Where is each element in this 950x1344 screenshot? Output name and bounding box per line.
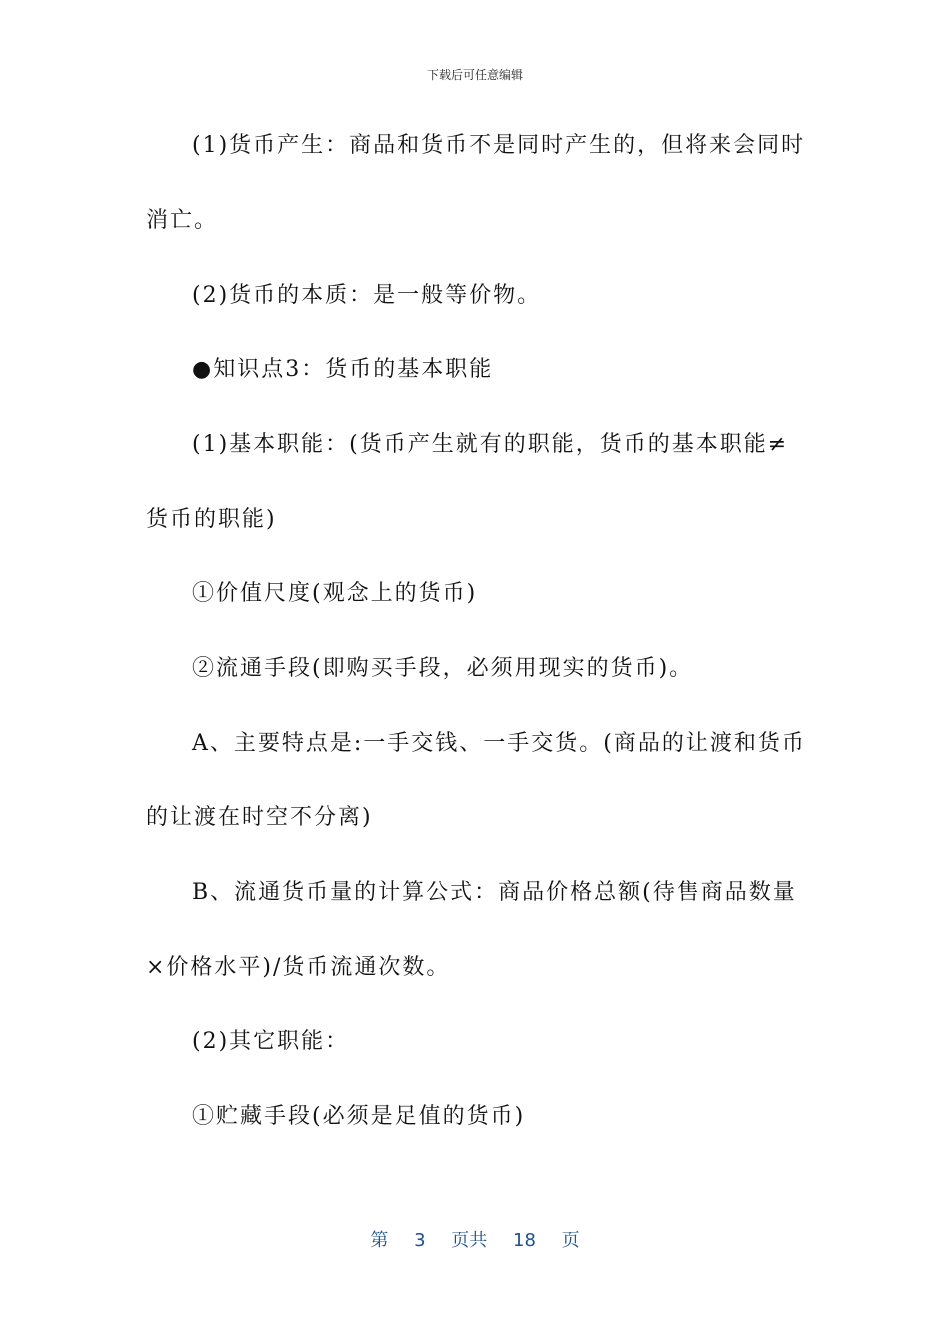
paragraph-line: (2)其它职能： (192, 1029, 350, 1054)
paragraph-line: (1)货币产生：商品和货币不是同时产生的，但将来会同时 (192, 133, 806, 158)
paragraph-line: A、主要特点是:一手交钱、一手交货。(商品的让渡和货币 (192, 731, 806, 756)
footer-mid: 页共 (451, 1230, 488, 1251)
footer-suffix: 页 (561, 1230, 580, 1251)
paragraph-line: ×价格水平)/货币流通次数。 (146, 955, 451, 980)
paragraph-line: ①贮藏手段(必须是足值的货币) (192, 1104, 526, 1129)
footer-total-pages: 18 (513, 1230, 536, 1251)
paragraph-line: 消亡。 (146, 208, 219, 233)
paragraph-line: (1)基本职能：(货币产生就有的职能，货币的基本职能≠ (192, 432, 789, 457)
paragraph-line: ①价值尺度(观念上的货币) (192, 581, 478, 606)
paragraph-line: 的让渡在时空不分离) (146, 805, 373, 830)
section-heading: ●知识点3：货币的基本职能 (192, 357, 494, 382)
footer-page-number: 3 (414, 1230, 426, 1251)
paragraph-line: ②流通手段(即购买手段，必须用现实的货币)。 (192, 656, 694, 681)
paragraph-line: 货币的职能) (146, 507, 277, 532)
paragraph-line: B、流通货币量的计算公式：商品价格总额(待售商品数量 (192, 880, 797, 905)
paragraph-line: (2)货币的本质：是一般等价物。 (192, 283, 542, 308)
page-footer (0, 1226, 950, 1252)
footer-prefix: 第 (370, 1230, 389, 1251)
page-header-note: 下载后可任意编辑 (426, 68, 523, 82)
